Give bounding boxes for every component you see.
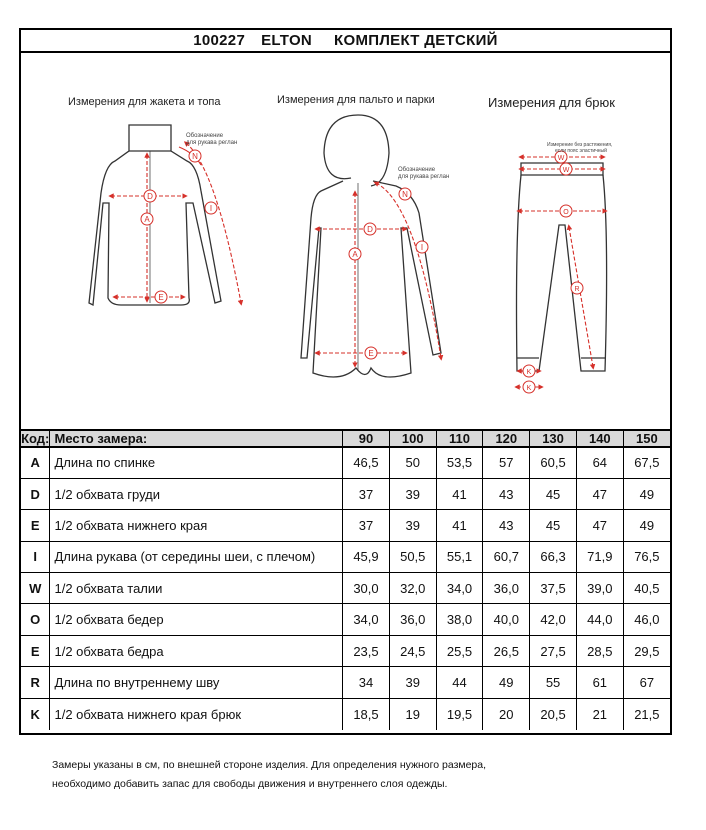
coat-label-e: E (368, 349, 374, 358)
table-row (21, 447, 670, 478)
measure-value: 19,5 (436, 698, 483, 729)
measure-value: 49 (483, 667, 530, 698)
measure-value: 45 (530, 478, 577, 509)
measure-value: 46,0 (623, 604, 670, 635)
coat-label-d: D (367, 225, 373, 234)
measure-value: 39 (389, 667, 436, 698)
measure-value: 50 (389, 447, 436, 478)
measure-value: 34,0 (436, 573, 483, 604)
measure-value: 30,0 (343, 573, 390, 604)
measure-value: 37 (343, 478, 390, 509)
size-header: 150 (623, 431, 670, 447)
footnote-line-2: необходимо добавить запас для свободы движения и внутреннего слоя одежды. (52, 778, 448, 790)
measure-value: 39 (389, 510, 436, 541)
measure-value: 60,5 (530, 447, 577, 478)
measure-value: 60,7 (483, 541, 530, 572)
measure-value: 39,0 (576, 573, 623, 604)
garment-diagrams-illustration (21, 53, 670, 431)
measure-place: 1/2 обхвата груди (50, 478, 343, 509)
jacket-raglan-note-1: Обозначение (186, 133, 224, 139)
size-table-header (21, 431, 670, 447)
measure-value: 21,5 (634, 706, 660, 722)
table-row (21, 698, 670, 729)
measure-value: 40,5 (623, 573, 670, 604)
measure-place: 1/2 обхвата нижнего края брюк (50, 698, 343, 729)
pants-diagram-title: Измерения для брюк (488, 95, 615, 110)
pants-label-w1: W (557, 155, 565, 162)
size-chart-frame (19, 28, 672, 735)
coat-label-i: I (420, 243, 424, 252)
measure-value: 37,5 (530, 573, 577, 604)
size-table (21, 431, 670, 730)
measure-value: 49 (623, 478, 670, 509)
measure-value: 46,5 (343, 447, 390, 478)
measure-value: 28,5 (576, 635, 623, 666)
measure-value: 57 (483, 447, 530, 478)
measure-value: 25,5 (436, 635, 483, 666)
measure-value: 44 (436, 667, 483, 698)
table-row (21, 478, 670, 509)
jacket-label-e: E (158, 293, 164, 302)
measure-code: E (21, 510, 50, 541)
brand-name: ELTON (261, 32, 313, 49)
measure-value: 23,5 (343, 635, 390, 666)
measure-value: 34 (343, 667, 390, 698)
measure-value: 26,5 (483, 635, 530, 666)
jacket-diagram-title: Измерения для жакета и топа (68, 96, 221, 108)
pants-sketch (517, 163, 607, 371)
coat-diagram-title: Измерения для пальто и парки (277, 94, 435, 106)
table-row (21, 573, 670, 604)
measure-code: E (21, 635, 50, 666)
size-header: 100 (389, 431, 436, 447)
measure-code: D (21, 478, 50, 509)
measure-code: A (21, 447, 50, 478)
measure-value: 32,0 (389, 573, 436, 604)
jacket-sketch (89, 125, 221, 305)
coat-label-n: N (402, 190, 408, 199)
measure-place: 1/2 обхвата бедер (50, 604, 343, 635)
measure-place: Длина рукава (от середины шеи, с плечом) (50, 541, 343, 572)
size-header: 110 (436, 431, 483, 447)
measure-value: 38,0 (436, 604, 483, 635)
measure-value: 53,5 (436, 447, 483, 478)
measure-place: 1/2 обхвата талии (50, 573, 343, 604)
measure-value: 50,5 (389, 541, 436, 572)
measure-value: 20 (483, 698, 530, 729)
measure-place: Длина по внутреннему шву (50, 667, 343, 698)
footnote (52, 756, 486, 794)
coat-label-a: A (352, 250, 358, 259)
table-row (21, 604, 670, 635)
measure-value: 27,5 (530, 635, 577, 666)
measure-value: 41 (436, 478, 483, 509)
measure-place: Длина по спинке (50, 447, 343, 478)
measure-value: 44,0 (576, 604, 623, 635)
table-row (21, 541, 670, 572)
measure-value: 55,1 (436, 541, 483, 572)
measure-value: 24,5 (389, 635, 436, 666)
pants-label-w2: W (562, 167, 570, 174)
measure-code: K (21, 698, 50, 729)
measure-value: 61 (576, 667, 623, 698)
measure-value: 36,0 (389, 604, 436, 635)
measure-value: 41 (436, 510, 483, 541)
measure-value: 42,0 (530, 604, 577, 635)
product-name: КОМПЛЕКТ ДЕТСКИЙ (334, 32, 498, 49)
jacket-measure-lines (111, 143, 241, 303)
code-header: Код: (21, 431, 50, 446)
jacket-label-n: N (192, 152, 198, 161)
pants-label-k2: K (526, 385, 532, 392)
measure-value: 49 (623, 510, 670, 541)
coat-raglan-note-1: Обозначение (398, 167, 436, 173)
measure-value: 47 (576, 510, 623, 541)
size-header: 130 (530, 431, 577, 447)
measure-code: W (21, 573, 50, 604)
pants-label-r: R (574, 286, 580, 293)
table-row (21, 667, 670, 698)
size-header: 140 (576, 431, 623, 447)
measure-place: 1/2 обхвата нижнего края (50, 510, 343, 541)
measure-value: 67 (623, 667, 670, 698)
jacket-label-i: I (209, 204, 213, 213)
coat-raglan-note-2: для рукава реглан (398, 174, 450, 180)
article-number: 100227 (193, 32, 246, 49)
jacket-label-d: D (147, 192, 153, 201)
measure-value: 45,9 (343, 541, 390, 572)
pants-label-k1: K (526, 369, 532, 376)
place-header: Место замера: (50, 431, 343, 447)
measure-value: 76,5 (623, 541, 670, 572)
measure-value: 67,5 (623, 447, 670, 478)
measure-value: 64 (576, 447, 623, 478)
jacket-raglan-note-2: для рукава реглан (186, 140, 238, 146)
measure-code: R (21, 667, 50, 698)
measure-value: 55 (530, 667, 577, 698)
measure-value: 18,5 (343, 698, 390, 729)
table-row (21, 510, 670, 541)
pants-waist-note-2: если пояс эластичный (555, 148, 607, 154)
measure-value: 20,5 (530, 698, 577, 729)
measure-value: 29,5 (623, 635, 670, 666)
jacket-label-a: A (144, 215, 150, 224)
coat-measure-lines (317, 183, 441, 365)
footnote-line-1: Замеры указаны в см, по внешней стороне изделия. Для определения нужного размера, (52, 759, 487, 771)
chart-title (21, 30, 670, 53)
measure-value: 71,9 (576, 541, 623, 572)
size-header: 120 (483, 431, 530, 447)
measure-value: 21 (576, 698, 623, 729)
measure-code: O (21, 604, 50, 635)
measurement-diagrams (21, 53, 670, 431)
measure-value: 66,3 (530, 541, 577, 572)
measure-place: 1/2 обхвата бедра (50, 635, 343, 666)
measure-code: I (21, 541, 50, 572)
pants-waist-note-1: Измерение без растяжения, (547, 142, 613, 148)
size-header: 90 (343, 431, 390, 447)
pants-label-o: O (563, 209, 569, 216)
measure-value: 37 (343, 510, 390, 541)
measure-value: 45 (530, 510, 577, 541)
measure-value: 36,0 (483, 573, 530, 604)
pants-measure-lines (517, 157, 605, 387)
table-row (21, 635, 670, 666)
measure-value: 43 (483, 478, 530, 509)
measure-value: 40,0 (483, 604, 530, 635)
measure-value: 19 (389, 698, 436, 729)
measure-value: 47 (576, 478, 623, 509)
measure-value: 43 (483, 510, 530, 541)
measure-value: 34,0 (343, 604, 390, 635)
measure-value: 39 (389, 478, 436, 509)
